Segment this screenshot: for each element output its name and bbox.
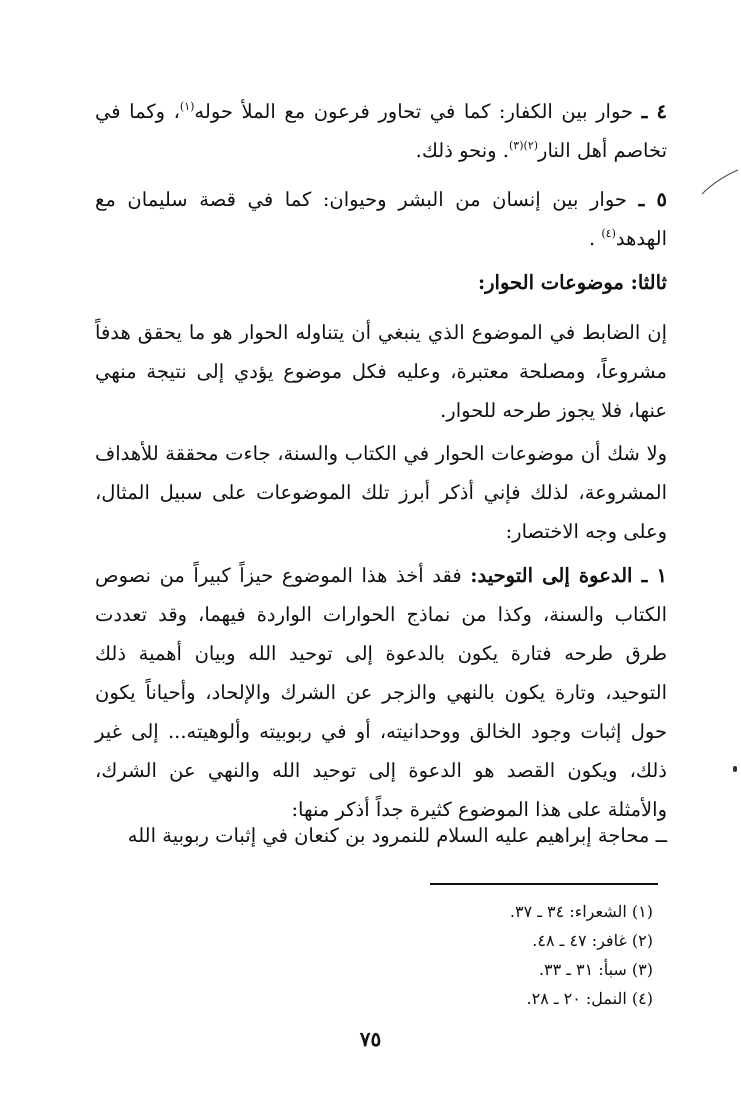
footnote-ref-4[interactable]: (٤) (601, 227, 616, 240)
paragraph-text: حوار بين إنسان من البشر وحيوان: كما في قصة سليمان مع الهدهد (95, 188, 667, 250)
footnote-3: (٣) سبأ: ٣١ ـ ٣٣. (538, 960, 653, 979)
footnote-separator (430, 883, 658, 885)
section-heading: ثالثا: موضوعات الحوار: (477, 271, 667, 294)
footnote-ref-1[interactable]: (١) (179, 100, 195, 113)
paragraph-text: ، وكما في تخاصم أهل النار (95, 100, 667, 162)
paragraph-text: . (588, 227, 602, 250)
paragraph-example-ibrahim (95, 816, 667, 855)
paragraph-text: فقد أخذ هذا الموضوع حيزاً كبيراً من نصوص الكتاب والسنة، وكذا من نماذج الحوارات الواردة فيهما، وقد تعددت طرق طرحه فتارة يكون بالدعوة إلى توحيد الله وبيان أهمية ذلك التوحيد، وتارة يكون بالنهي والزجر عن الشرك والإلحاد، وأحياناً يكون حول إثبات وجود الخالق ووحدانيته، أو في ربوبيته وألوهيته... إلى غير ذلك، ويكون القصد هو الدعوة إلى توحيد الله والنهي عن الشرك، والأمثلة على هذا الموضوع كثيرة جداً أذكر منها: (95, 564, 667, 821)
footnote-1: (١) الشعراء: ٣٤ ـ ٣٧. (509, 902, 653, 921)
paragraph-topics-intro (95, 434, 667, 551)
item-number: ٥ ـ (638, 188, 667, 211)
page-number: ٧٥ (359, 1027, 382, 1051)
footnote-2: (٢) غافر: ٤٧ ـ ٤٨. (532, 931, 653, 950)
footnote-4: (٤) النمل: ٢٠ ـ ٢٨. (526, 989, 653, 1008)
paragraph-text: حوار بين الكفار: كما في تحاور فرعون مع الملأ حوله (194, 100, 642, 123)
paragraph-text: ــ محاجة إبراهيم عليه السلام للنمرود بن كنعان في إثبات ربوبية الله (127, 824, 667, 847)
paragraph-text: إن الضابط في الموضوع الذي ينبغي أن يتناوله الحوار هو ما يحقق هدفاً مشروعاً، ومصلحة معتبرة، وعليه فكل موضوع يؤدي إلى نتيجة منهي عنها، فلا يجوز طرحه للحوار. (95, 321, 667, 422)
paragraph-text: . ونحو ذلك. (415, 139, 509, 162)
paragraph-criterion (95, 313, 667, 430)
paragraph-dialogue-human-animal (95, 180, 667, 258)
footnotes (413, 897, 653, 1013)
topic-lead: ١ ـ الدعوة إلى التوحيد: (470, 564, 667, 587)
paragraph-text: ولا شك أن موضوعات الحوار في الكتاب والسنة، جاءت محققة للأهداف المشروعة، لذلك فإني أذكر أبرز تلك الموضوعات على سبيل المثال، وعلى وجه الاختصار: (95, 442, 667, 543)
margin-pencil-stroke (700, 168, 740, 198)
item-number: ٤ ـ (641, 100, 667, 123)
paragraph-call-to-tawhid (95, 556, 667, 829)
footnote-ref-2-3[interactable]: (٢)(٣) (509, 139, 539, 152)
margin-dot (733, 766, 737, 772)
paragraph-dialogue-between-disbelievers (95, 92, 667, 170)
